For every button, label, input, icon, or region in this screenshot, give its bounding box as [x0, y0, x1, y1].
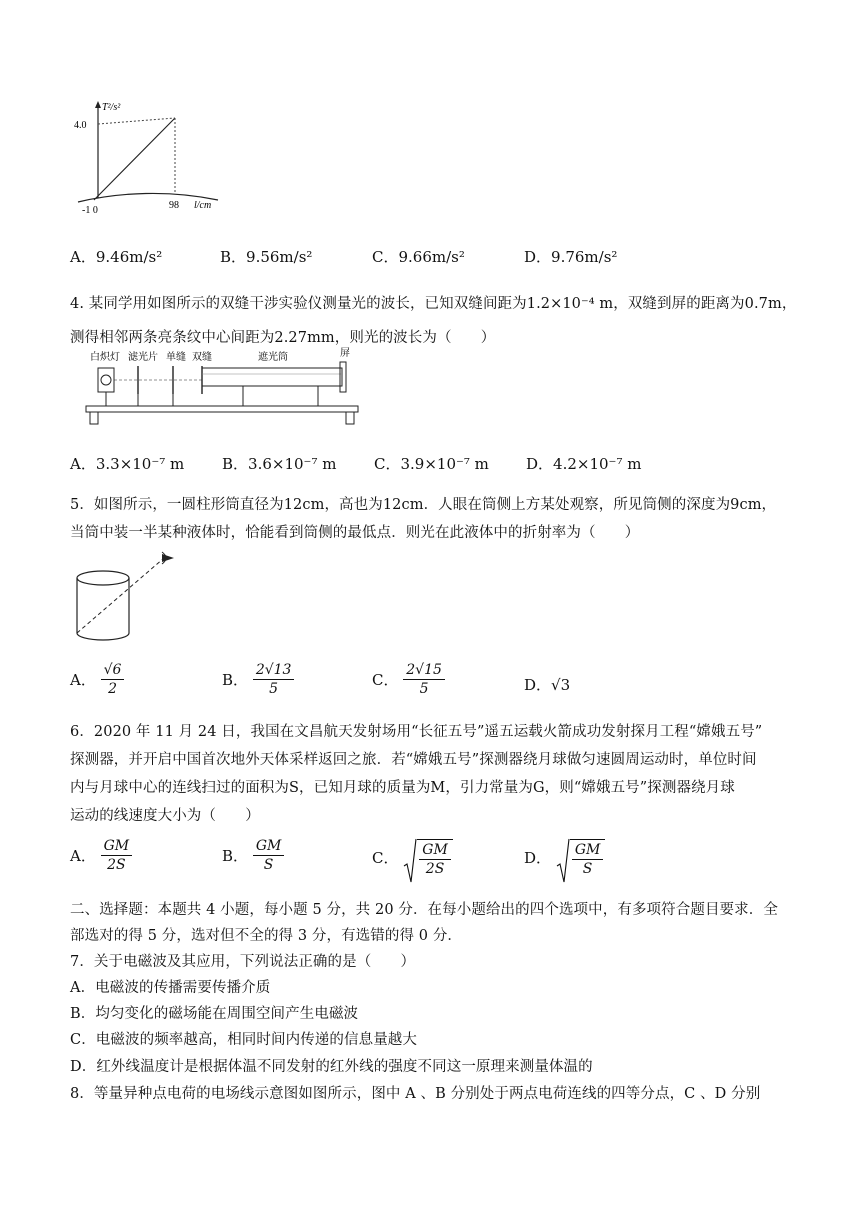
- q4-double-slit-apparatus: [78, 346, 368, 432]
- q6-stem-line-2: 探测器，并开启中国首次地外天体采样返回之旅．若“嫦娥五号”探测器绕月球做匀速圆周运动时，单位时间: [70, 752, 757, 768]
- q5-cylinder-figure: [72, 548, 184, 646]
- x-tick-label-98: 98: [169, 200, 179, 211]
- q5-stem-line-2: 当筒中装一半某种液体时，恰能看到筒侧的最低点．则光在此液体中的折射率为（ ）: [70, 525, 640, 541]
- q4-option-a[interactable]: A．3.3×10⁻⁷ m: [70, 455, 185, 473]
- y-axis-label: T²/s²: [102, 102, 121, 113]
- q4-option-b[interactable]: B．3.6×10⁻⁷ m: [222, 455, 337, 473]
- q3-option-c[interactable]: C．9.66m/s²: [372, 248, 465, 266]
- q4-option-d[interactable]: D．4.2×10⁻⁷ m: [526, 455, 642, 473]
- q5-option-d[interactable]: D．√3: [524, 676, 571, 694]
- q4-stem-line-2: 测得相邻两条亮条纹中心间距为2.27mm，则光的波长为（ ）: [70, 330, 496, 346]
- q5-option-a[interactable]: A． $\frac{√6}{2}$: [70, 662, 124, 697]
- q6-option-a[interactable]: A． $\frac{GM}{2S}$: [70, 838, 132, 873]
- x-tick-label-origin: -1 0: [82, 205, 98, 216]
- section2-heading-line-2: 部选对的得 5 分，选对但不全的得 3 分，有选错的得 0 分．: [70, 928, 463, 944]
- q6-option-d[interactable]: D． $\frac{GM}{S}$: [524, 838, 605, 877]
- x-axis-label: l/cm: [194, 200, 212, 211]
- q5-option-c[interactable]: C． $\frac{2√15}{5}$: [372, 662, 445, 697]
- label-lamp: 白炽灯: [90, 352, 120, 363]
- q5-options: [70, 662, 790, 714]
- label-double-slit: 双缝: [192, 352, 212, 363]
- q3-option-b[interactable]: B．9.56m/s²: [220, 248, 313, 266]
- q4-options: [70, 453, 790, 493]
- q3-option-d[interactable]: D．9.76m/s²: [524, 248, 618, 266]
- q6-options: [70, 838, 790, 888]
- q3-t2-l-graph: [70, 98, 230, 218]
- q6-option-c[interactable]: C． $\frac{GM}{2S}$: [372, 838, 453, 877]
- q6-stem-line-1: 6．2020 年 11 月 24 日，我国在文昌航天发射场用“长征五号”遥五运载火箭成功发射探月工程“嫦娥五号”: [70, 724, 763, 740]
- q8-stem-line-1: 8．等量异种点电荷的电场线示意图如图所示，图中 A 、B 分别处于两点电荷连线的四等分点，C 、D 分别: [70, 1086, 761, 1102]
- label-filter: 滤光片: [128, 352, 158, 363]
- label-screen: 屏: [340, 348, 350, 359]
- q3-options: [70, 246, 790, 286]
- q6-stem-line-4: 运动的线速度大小为（ ）: [70, 808, 260, 824]
- q4-option-c[interactable]: C．3.9×10⁻⁷ m: [374, 455, 489, 473]
- q6-option-b[interactable]: B． $\frac{GM}{S}$: [222, 838, 284, 873]
- q7-option-d[interactable]: D．红外线温度计是根据体温不同发射的红外线的强度不同这一原理来测量体温的: [70, 1059, 593, 1075]
- label-single-slit: 单缝: [166, 352, 186, 363]
- q5-option-b[interactable]: B． $\frac{2√13}{5}$: [222, 662, 294, 697]
- label-tube: 遮光筒: [258, 352, 288, 363]
- q7-option-c[interactable]: C．电磁波的频率越高，相同时间内传递的信息量越大: [70, 1032, 417, 1048]
- q7-option-b[interactable]: B．均匀变化的磁场能在周围空间产生电磁波: [70, 1006, 359, 1022]
- section2-heading-line-1: 二、选择题：本题共 4 小题，每小题 5 分，共 20 分．在每小题给出的四个选项中，有多项符合题目要求．全: [70, 902, 778, 918]
- q7-option-a[interactable]: A．电磁波的传播需要传播介质: [70, 980, 271, 996]
- q5-stem-line-1: 5．如图所示，一圆柱形筒直径为12cm，高也为12cm．人眼在筒侧上方某处观察，所见筒侧的深度为9cm，: [70, 497, 777, 513]
- q7-stem: 7．关于电磁波及其应用，下列说法正确的是（ ）: [70, 954, 416, 970]
- q6-stem-line-3: 内与月球中心的连线扫过的面积为S，已知月球的质量为M，引力常量为G，则“嫦娥五号”探测器绕月球: [70, 780, 735, 796]
- y-tick-label: 4.0: [74, 120, 87, 131]
- q4-stem-line-1: 4. 某同学用如图所示的双缝干涉实验仪测量光的波长，已知双缝间距为1.2×10⁻⁴ m，双缝到屏的距离为0.7m，: [70, 296, 797, 312]
- q3-option-a[interactable]: A．9.46m/s²: [70, 248, 163, 266]
